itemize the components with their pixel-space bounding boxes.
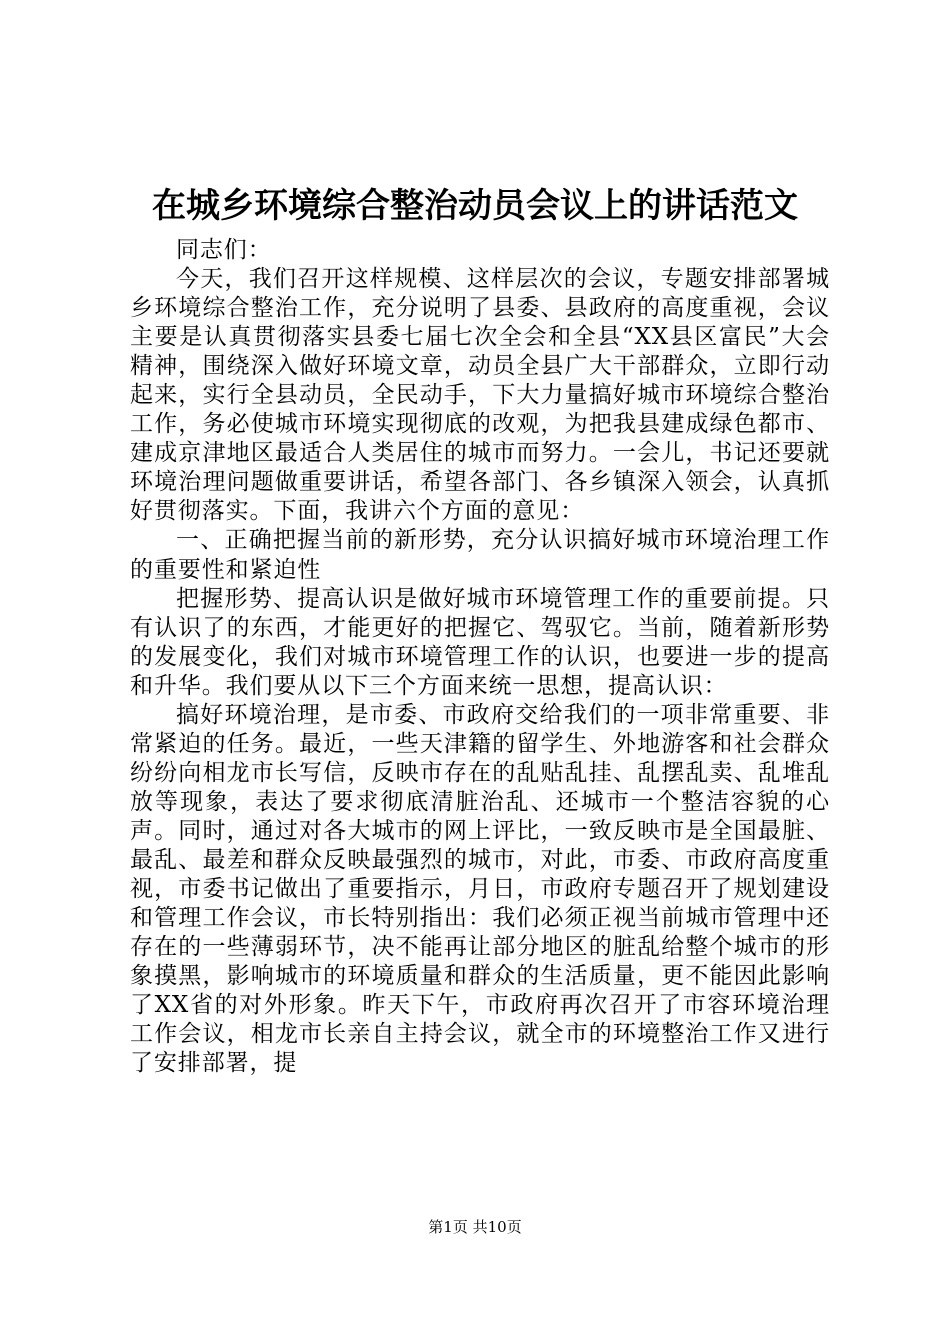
document-title: 在城乡环境综合整治动员会议上的讲话范文 — [152, 186, 798, 226]
document-body — [130, 236, 830, 1078]
section-heading: 一、正确把握当前的新形势，充分认识搞好城市环境治理工作的重要性和紧迫性 — [130, 527, 830, 583]
body-paragraph: 搞好环境治理，是市委、市政府交给我们的一项非常重要、非常紧迫的任务。最近，一些天津籍的留学生、外地游客和社会群众纷纷向相龙市长写信，反映市存在的乱贴乱挂、乱摆乱卖、乱堆乱放等现象，表达了要求彻底清脏治乱、还城市一个整洁容貌的心声。同时，通过对各大城市的网上评比，一致反映市是全国最脏、最乱、最差和群众反映最强烈的城市，对此，市委、市政府高度重视，市委书记做出了重要指示，月日，市政府专题召开了规划建设和管理工作会议，市长特别指出：我们必须正视当前城市管理中还存在的一些薄弱环节，决不能再让部分地区的脏乱给整个城市的形象摸黑，影响城市的环境质量和群众的生活质量，更不能因此影响了XX省的对外形象。昨天下午，市政府再次召开了市容环境治理工作会议，相龙市长亲自主持会议，就全市的环境整治工作又进行了安排部署，提 — [130, 701, 830, 1077]
page-number-footer: 第1页 共10页 — [428, 1218, 522, 1236]
salutation-paragraph: 同志们： — [176, 237, 272, 263]
body-paragraph: 把握形势、提高认识是做好城市环境管理工作的重要前提。只有认识了的东西，才能更好的把握它、驾驭它。当前，随着新形势的发展变化，我们对城市环境管理工作的认识，也要进一步的提高和升华。我们要从以下三个方面来统一思想，提高认识： — [130, 585, 830, 699]
body-paragraph: 今天，我们召开这样规模、这样层次的会议，专题安排部署城乡环境综合整治工作，充分说明了县委、县政府的高度重视，会议主要是认真贯彻落实县委七届七次全会和全县“XX县区富民”大会精神，围绕深入做好环境文章，动员全县广大干部群众，立即行动起来，实行全县动员，全民动手，下大力量搞好城市环境综合整治工作，务必使城市环境实现彻底的改观，为把我县建成绿色都市、建成京津地区最适合人类居住的城市而努力。一会儿，书记还要就环境治理问题做重要讲话，希望各部门、各乡镇深入领会，认真抓好贯彻落实。下面，我讲六个方面的意见： — [130, 266, 830, 525]
